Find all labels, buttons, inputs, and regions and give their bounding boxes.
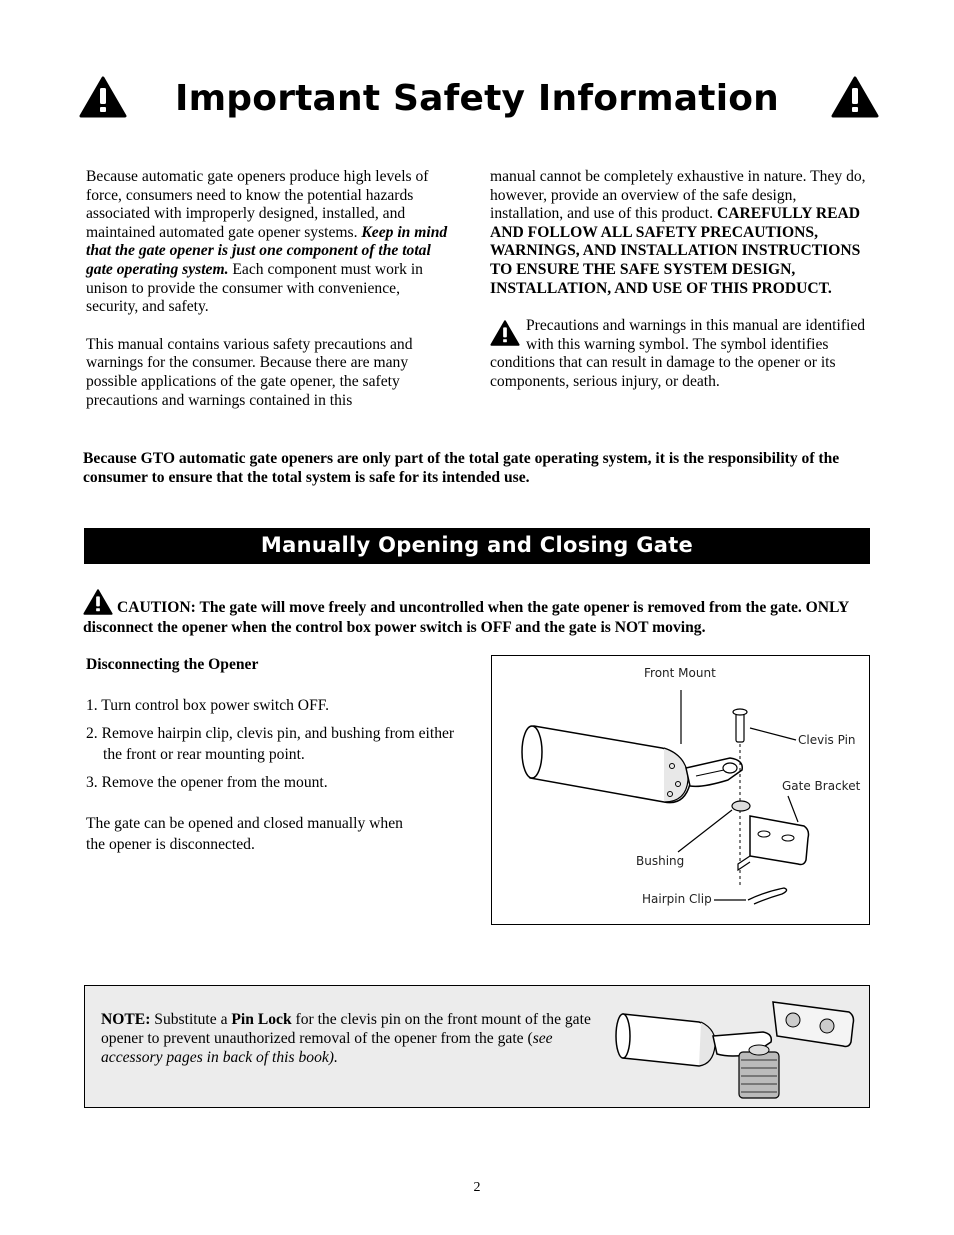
disconnect-instructions bbox=[86, 654, 466, 871]
steps-heading: Disconnecting the Opener bbox=[86, 656, 259, 673]
intro-emphasis: Keep in mind that the gate opener is just one component of the total gate operating system. bbox=[86, 223, 448, 278]
steps-list bbox=[86, 695, 466, 793]
pin-lock-term: Pin Lock bbox=[231, 1011, 292, 1028]
warning-triangle-icon bbox=[831, 76, 879, 118]
intro-right-column bbox=[490, 168, 868, 392]
intro-caps-warning: CAREFULLY READ AND FOLLOW ALL SAFETY PRECAUTIONS, WARNINGS, AND INSTALLATION INSTRUCTIONS TO ENSURE THE SAFE SYSTEM DESIGN, INSTALLATION, AND USE OF THIS PRODUCT. bbox=[490, 205, 861, 297]
intro-left-column bbox=[86, 168, 448, 410]
intro-paragraph-1: Because automatic gate openers produce high levels of force, consumers need to know the potential hazards associated with improperly designed, installed, and maintained automated gate opener systems. Keep in mind that the gate opener is just one component of the total gate operating system. Each component must work in unison to provide the consumer with convenience, security, and safety. bbox=[86, 168, 448, 316]
note-text: NOTE: Substitute a Pin Lock for the clevis pin on the front mount of the gate opener to prevent unauthorized removal of the opener from the gate (see accessory pages in back of this book). bbox=[101, 1011, 591, 1066]
label-front-mount: Front Mount bbox=[644, 666, 716, 680]
label-hairpin-clip: Hairpin Clip bbox=[642, 892, 712, 906]
list-item: 3. Remove the opener from the mount. bbox=[86, 774, 328, 791]
section-title: Manually Opening and Closing Gate bbox=[84, 528, 870, 564]
caution-statement: CAUTION: The gate will move freely and uncontrolled when the gate opener is removed from the gate. ONLY disconnect the opener when the control box power switch is OFF and the gate is NOT moving. bbox=[83, 589, 883, 638]
intro-paragraph-4: Precautions and warnings in this manual are identified with this warning symbol. The symbol identifies conditions that can result in damage to the opener or its components, serious injury, or death. bbox=[490, 317, 866, 390]
closing-text: The gate can be opened and closed manually when the opener is disconnected. bbox=[86, 815, 403, 853]
label-gate-bracket: Gate Bracket bbox=[782, 779, 861, 793]
warning-triangle-icon bbox=[83, 589, 113, 615]
mount-diagram bbox=[491, 655, 870, 925]
list-item: 2. Remove hairpin clip, clevis pin, and bushing from either the front or rear mounting point. bbox=[86, 725, 455, 763]
page-number: 2 bbox=[473, 1180, 481, 1195]
intro-paragraph-2: This manual contains various safety precautions and warnings for the consumer. Because there are many possible applications of the gate opener, the safety precautions and warnings contained in this bbox=[86, 335, 413, 409]
page-title: Important Safety Information bbox=[174, 78, 780, 119]
intro-paragraph-3: manual cannot be completely exhaustive in nature. They do, however, provide an overview of the safe design, installation, and use of this product. CAREFULLY READ AND FOLLOW ALL SAFETY PRECAUTIONS, WARNINGS, AND INSTALLATION INSTRUCTIONS TO ENSURE THE SAFE SYSTEM DESIGN, INSTALLATION, AND USE OF THIS PRODUCT. bbox=[490, 168, 866, 297]
pin-lock-illustration bbox=[613, 992, 863, 1102]
list-item: 1. Turn control box power switch OFF. bbox=[86, 697, 330, 714]
label-clevis-pin: Clevis Pin bbox=[798, 733, 856, 747]
responsibility-statement: Because GTO automatic gate openers are only part of the total gate operating system, it is the responsibility of the consumer to ensure that the total system is safe for its intended use. bbox=[83, 450, 840, 486]
label-bushing: Bushing bbox=[636, 854, 685, 868]
warning-triangle-icon bbox=[490, 320, 520, 346]
